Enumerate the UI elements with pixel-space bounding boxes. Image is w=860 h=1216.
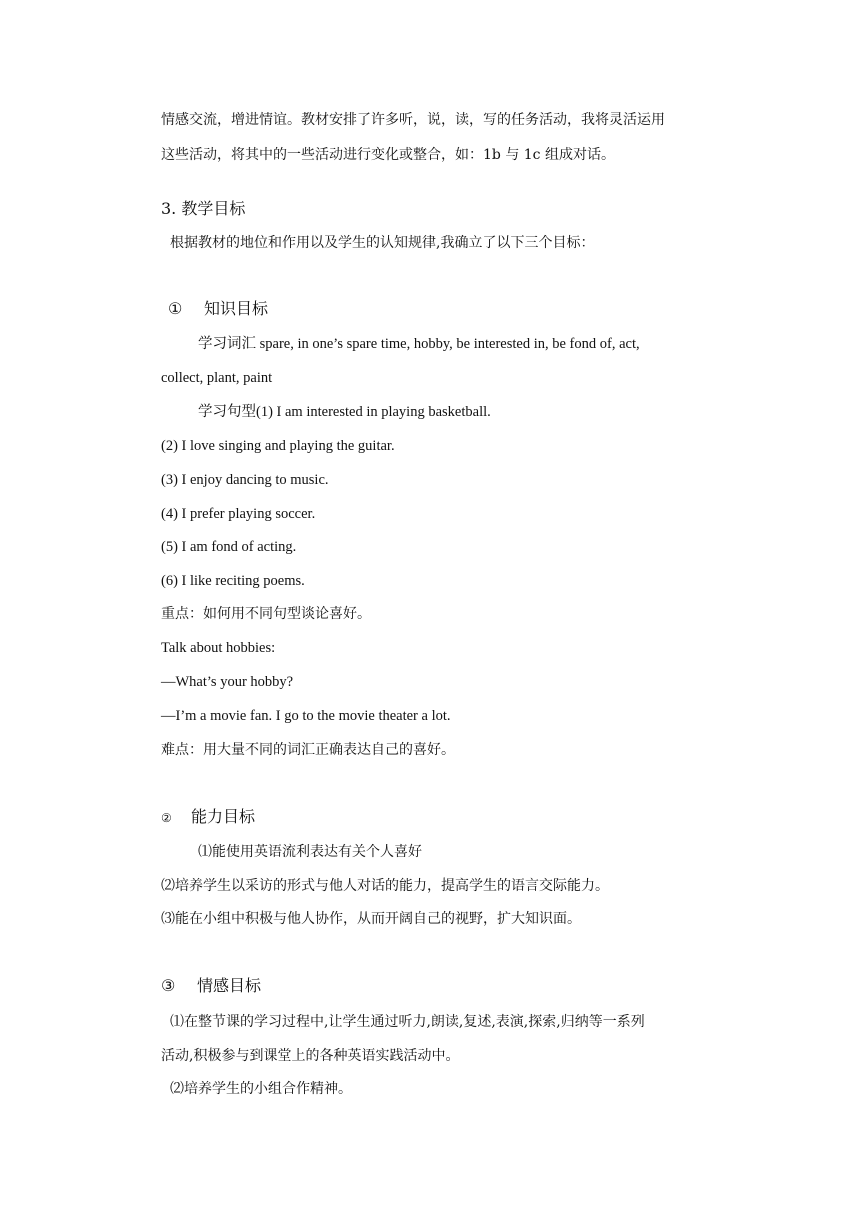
pattern-item: (3) I enjoy dancing to music. xyxy=(161,472,329,488)
emotion-item-1-line-2: 活动,积极参与到课堂上的各种英语实践活动中。 xyxy=(161,1048,460,1064)
difficulty: 难点：用大量不同的词汇正确表达自己的喜好。 xyxy=(161,742,455,758)
ability-item: ⑵培养学生以采访的形式与他人对话的能力，提高学生的语言交际能力。 xyxy=(161,878,609,894)
emotion-title: 情感目标 xyxy=(197,976,262,995)
vocab-line-1: 学习词汇 spare, in one’s spare time, hobby, be interested in, be fond of, act, xyxy=(198,336,640,352)
vocab-line-2: collect, plant, paint xyxy=(161,370,273,386)
emotion-item-2: ⑵培养学生的小组合作精神。 xyxy=(170,1081,352,1097)
key-point: 重点：如何用不同句型谈论喜好。 xyxy=(161,606,371,622)
section-heading: 3. 教学目标 xyxy=(161,199,246,218)
talk-title: Talk about hobbies: xyxy=(161,640,276,656)
dialogue-line: —What’s your hobby? xyxy=(161,674,294,690)
pattern-line-1: 学习句型(1) I am interested in playing basketball. xyxy=(198,404,491,420)
knowledge-marker: ① xyxy=(168,299,183,318)
dialogue-line: —I’m a movie fan. I go to the movie theater a lot. xyxy=(161,708,451,724)
ability-heading xyxy=(161,806,255,829)
pattern-item: (6) I like reciting poems. xyxy=(161,573,305,589)
ability-title: 能力目标 xyxy=(191,807,256,826)
emotion-item-1-line-1: ⑴在整节课的学习过程中,让学生通过听力,朗读,复述,表演,探索,归纳等一系列 xyxy=(170,1014,645,1030)
ability-item: ⑶能在小组中积极与他人协作，从而开阔自己的视野，扩大知识面。 xyxy=(161,911,581,927)
emotion-heading xyxy=(161,975,261,997)
ability-item: ⑴能使用英语流利表达有关个人喜好 xyxy=(198,844,422,860)
intro-line-2: 这些活动，将其中的一些活动进行变化或整合，如：1b 与 1c 组成对话。 xyxy=(161,147,615,163)
ability-marker: ② xyxy=(161,811,172,825)
intro-line-1: 情感交流，增进情谊。教材安排了许多听，说，读，写的任务活动，我将灵活运用 xyxy=(161,112,665,128)
knowledge-heading xyxy=(168,298,268,320)
pattern-item: (4) I prefer playing soccer. xyxy=(161,506,316,522)
knowledge-title: 知识目标 xyxy=(204,299,269,318)
emotion-marker: ③ xyxy=(161,976,176,995)
pattern-item: (2) I love singing and playing the guitar. xyxy=(161,438,395,454)
pattern-item: (5) I am fond of acting. xyxy=(161,539,297,555)
section-intro: 根据教材的地位和作用以及学生的认知规律,我确立了以下三个目标： xyxy=(170,235,595,251)
